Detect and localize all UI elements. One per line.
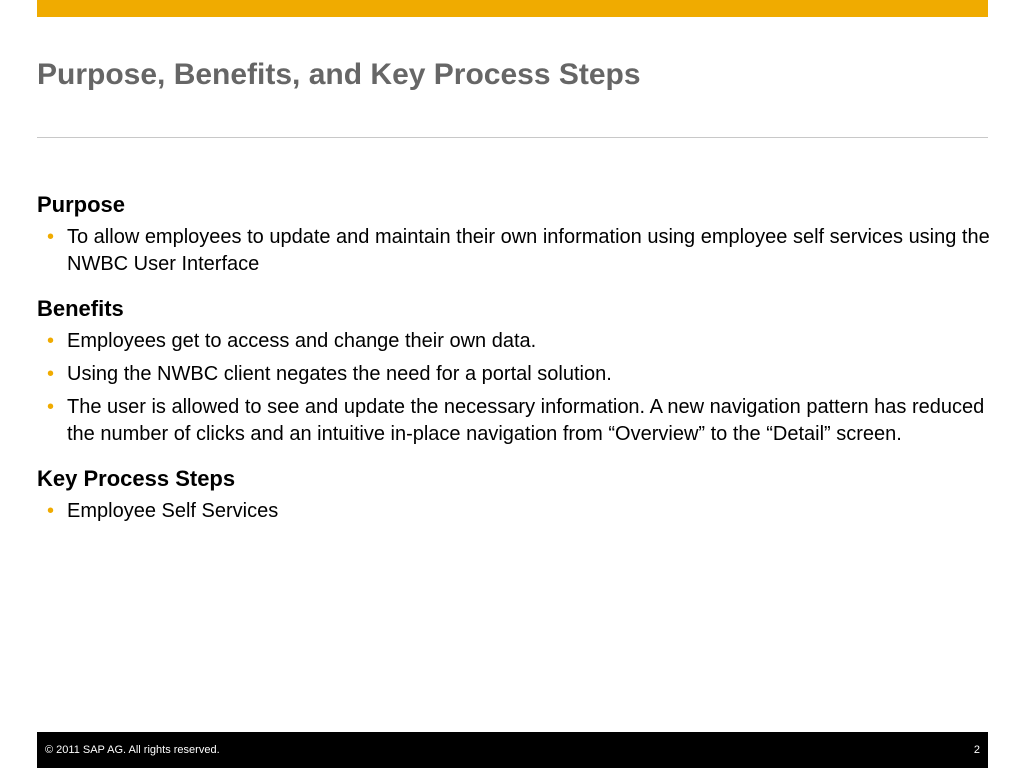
benefits-item (37, 394, 992, 448)
purpose-list (37, 224, 992, 278)
title-divider (37, 137, 988, 138)
copyright-text: © 2011 SAP AG. All rights reserved. (45, 744, 220, 756)
benefits-item-text: Employees get to access and change their own data. (67, 330, 537, 352)
top-accent-bar (37, 0, 988, 17)
page-number: 2 (973, 744, 980, 756)
key-steps-item-text: Employee Self Services (67, 500, 279, 522)
key-steps-heading: Key Process Steps (37, 466, 236, 491)
benefits-item (37, 361, 992, 388)
bullet-icon: • (47, 396, 55, 418)
benefits-heading: Benefits (37, 296, 124, 321)
benefits-item-text: Using the NWBC client negates the need for a portal solution. (67, 363, 612, 385)
slide-title: Purpose, Benefits, and Key Process Steps (37, 58, 641, 91)
purpose-item (37, 224, 992, 278)
key-steps-item (37, 498, 992, 525)
bullet-icon: • (47, 226, 55, 248)
bullet-icon: • (47, 500, 55, 522)
purpose-item-text: To allow employees to update and maintain their own information using employee self services using the NWBC User Interface (67, 226, 990, 275)
key-steps-list (37, 498, 992, 525)
bullet-icon: • (47, 330, 55, 352)
benefits-item (37, 328, 992, 355)
bullet-icon: • (47, 363, 55, 385)
purpose-heading: Purpose (37, 192, 126, 217)
purpose-section (37, 190, 992, 278)
benefits-section (37, 294, 992, 448)
benefits-item-text: The user is allowed to see and update the necessary information. A new navigation pattern has reduced the number of clicks and an intuitive in-place navigation from “Overview” to the “Detail” screen. (67, 396, 985, 445)
footer-bar (37, 732, 988, 768)
benefits-list (37, 328, 992, 448)
slide-body (37, 190, 992, 541)
key-steps-section (37, 464, 992, 525)
